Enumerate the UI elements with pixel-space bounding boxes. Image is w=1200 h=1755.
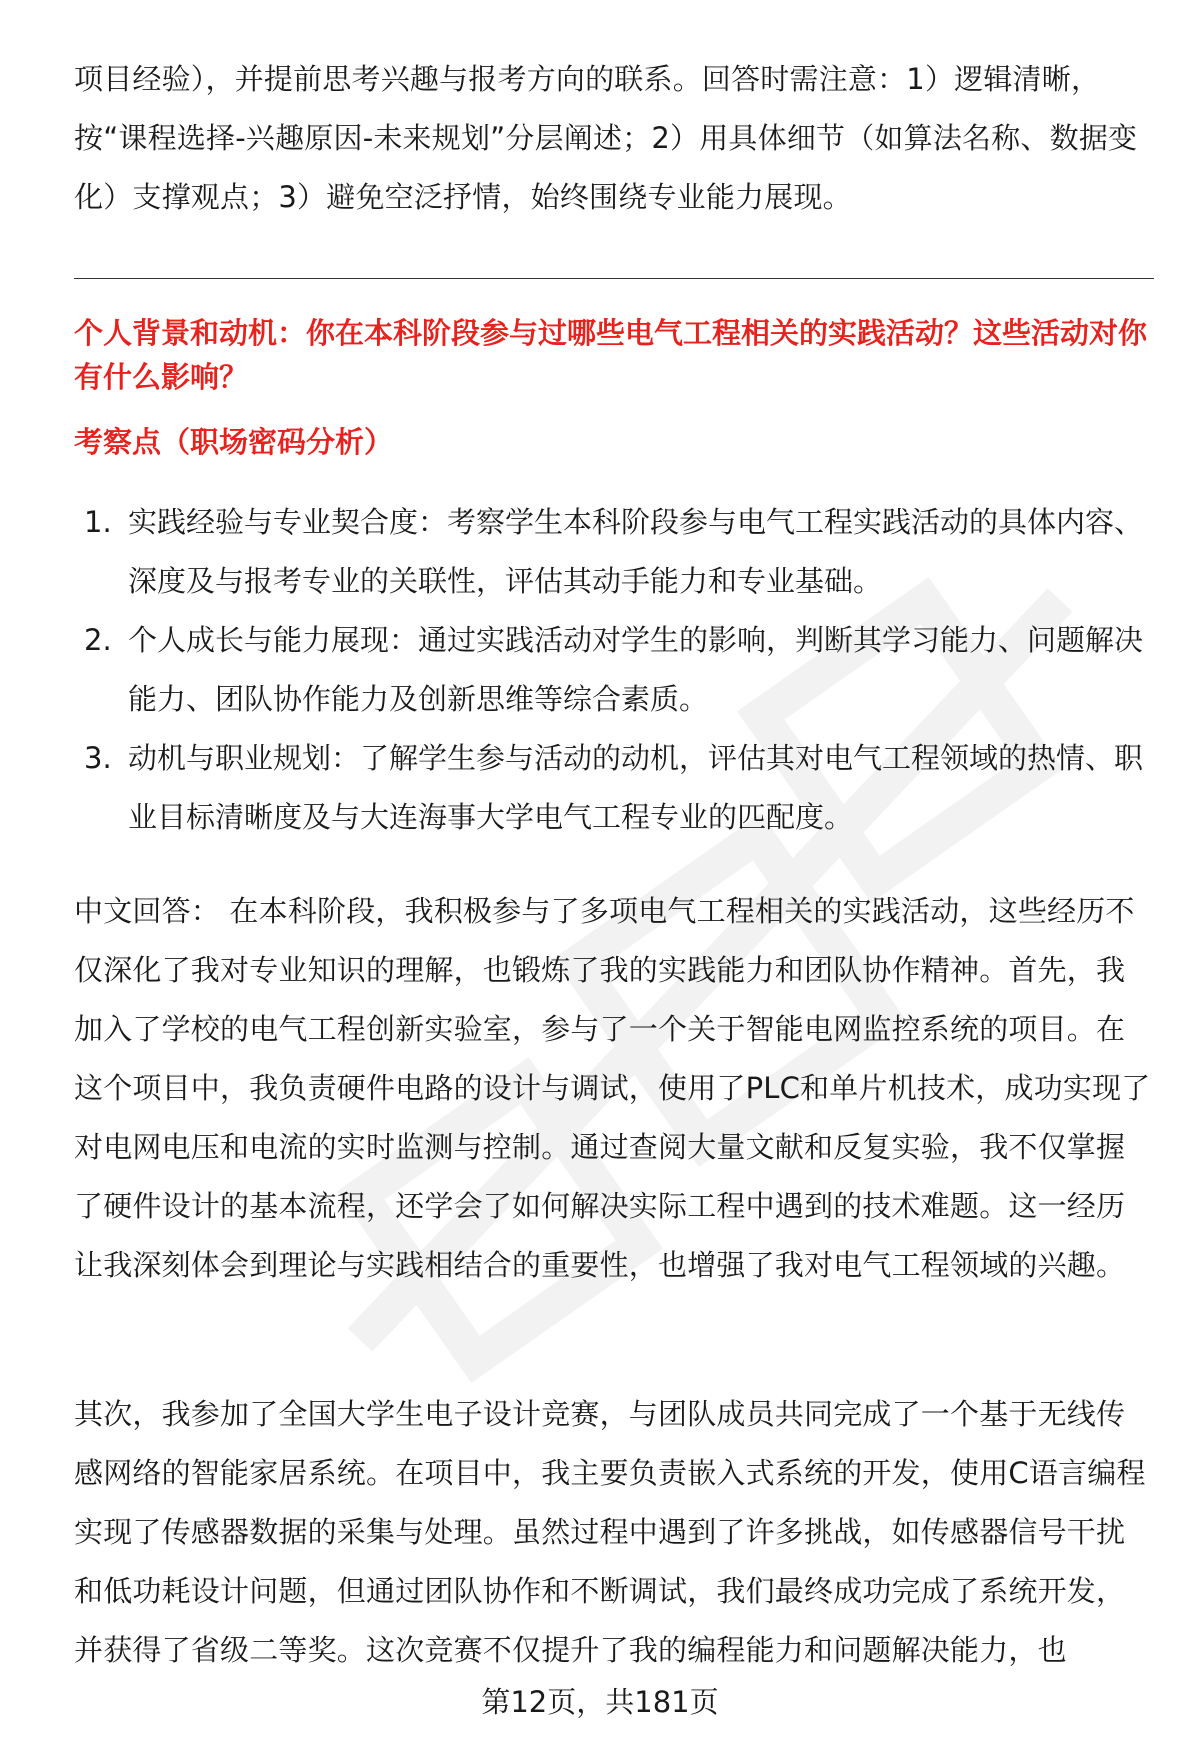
list-item-text: 实践经验与专业契合度：考察学生本科阶段参与电气工程实践活动的具体内容、深度及与报考专业的关联性，评估其动手能力和专业基础。 [128,505,1144,598]
second-paragraph: 其次，我参加了全国大学生电子设计竞赛，与团队成员共同完成了一个基于无线传感网络的智能家居系统。在项目中，我主要负责嵌入式系统的开发，使用C语言编程实现了传感器数据的采集与处理。虽然过程中遇到了许多挑战，如传感器信号干扰和低功耗设计问题，但通过团队协作和不断调试，我们最终成功完成了系统开发，并获得了省级二等奖。这次竞赛不仅提升了我的编程能力和问题解决能力，也 [74,1397,1146,1667]
analysis-points-list [74,493,1154,847]
analysis-heading: 考察点（职场密码分析） [74,425,394,459]
list-item [74,729,1154,847]
page-number-footer: 第12页，共181页 [481,1685,719,1719]
list-item-text: 个人成长与能力展现：通过实践活动对学生的影响，判断其学习能力、问题解决能力、团队协作能力及创新思维等综合素质。 [128,623,1144,716]
answer-paragraph: 中文回答： 在本科阶段，我积极参与了多项电气工程相关的实践活动，这些经历不仅深化了我对专业知识的理解，也锻炼了我的实践能力和团队协作精神。首先，我加入了学校的电气工程创新实验室，参与了一个关于智能电网监控系统的项目。在这个项目中，我负责硬件电路的设计与调试，使用了PLC和单片机技术，成功实现了对电网电压和电流的实时监测与控制。通过查阅大量文献和反复实验，我不仅掌握了硬件设计的基本流程，还学会了如何解决实际工程中遇到的技术难题。这一经历让我深刻体会到理论与实践相结合的重要性，也增强了我对电气工程领域的兴趣。 [74,894,1151,1282]
list-item-number: 3. [84,741,112,775]
list-item-number: 2. [84,623,112,657]
list-item-text: 动机与职业规划：了解学生参与活动的动机，评估其对电气工程领域的热情、职业目标清晰度及与大连海事大学电气工程专业的匹配度。 [128,741,1144,834]
question-heading: 个人背景和动机：你在本科阶段参与过哪些电气工程相关的实践活动？这些活动对你有什么影响？ [74,316,1148,394]
list-item [74,611,1154,729]
list-item [74,493,1154,611]
intro-paragraph: 项目经验），并提前思考兴趣与报考方向的联系。回答时需注意：1）逻辑清晰，按“课程选择-兴趣原因-未来规划”分层阐述；2）用具体细节（如算法名称、数据变化）支撑观点；3）避免空泛抒情，始终围绕专业能力展现。 [74,62,1138,214]
list-item-number: 1. [84,505,112,539]
section-divider [74,278,1154,279]
